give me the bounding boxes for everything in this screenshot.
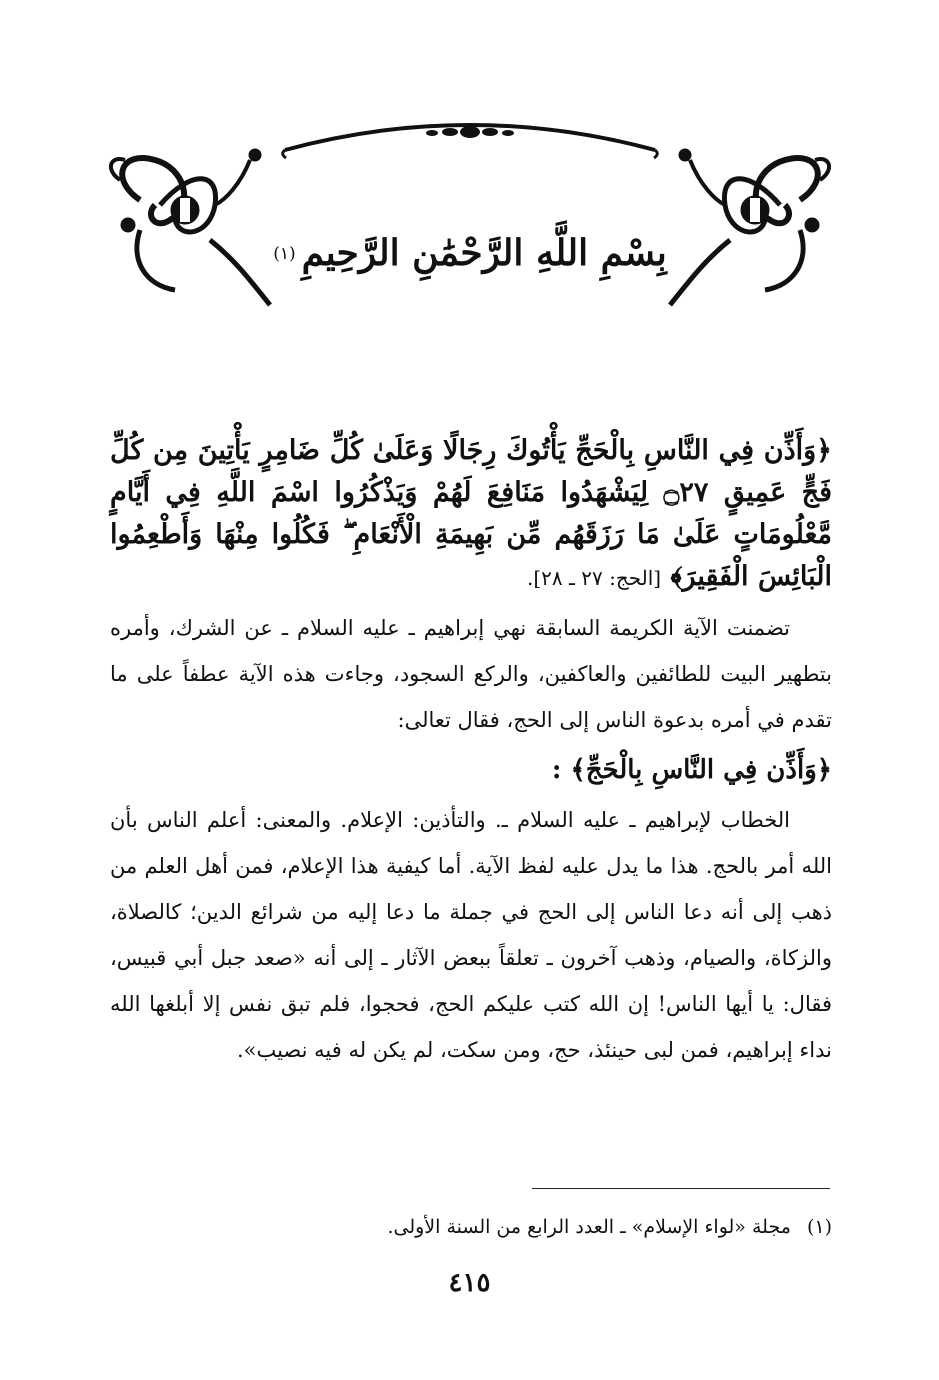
footnote-text: مجلة «لواء الإسلام» ـ العدد الرابع من السنة الأولى.	[387, 1216, 791, 1238]
verse-subheading	[110, 745, 832, 795]
page-number: ٤١٥	[448, 1268, 491, 1298]
quran-verse	[110, 430, 832, 599]
verse-subheading-text: ﴿وَأَذِّن فِي النَّاسِ بِالْحَجِّ﴾	[570, 755, 832, 785]
verse-text: ﴿وَأَذِّن فِي النَّاسِ بِالْحَجِّ يَأْتُوكَ رِجَالًا وَعَلَىٰ كُلِّ ضَامِرٍ يَأْتِينَ مِن كُلِّ فَجٍّ عَمِيقٍ ۝٢٧ لِيَشْهَدُوا مَنَافِعَ لَهُمْ وَيَذْكُرُوا اسْمَ اللَّهِ فِي أَيَّامٍ مَّعْلُومَاتٍ عَلَىٰ مَا رَزَقَهُم مِّن بَهِيمَةِ الْأَنْعَامِ ۖ فَكُلُوا مِنْهَا وَأَطْعِمُوا الْبَائِسَ الْفَقِيرَ﴾	[110, 435, 832, 592]
footnote-number: (١)	[806, 1216, 832, 1238]
verse-subheading-colon: :	[551, 755, 562, 785]
basmala-heading	[250, 232, 690, 312]
basmala-footnote-ref: (١)	[273, 243, 296, 264]
paragraph-explanation: الخطاب لإبراهيم ـ عليه السلام ـ. والتأذين: الإعلام. والمعنى: أعلم الناس بأن الله أمر بالحج. هذا ما يدل عليه لفظ الآية. أما كيفية هذا الإعلام، فمن أهل العلم من ذهب إلى أنه دعا الناس إلى الحج في جملة ما دعا إليه من شرائع الدين؛ كالصلاة، والزكاة، والصيام، وذهب آخرون ـ تعلقاً ببعض الآثار ـ إلى أنه «صعد جبل أبي قبيس، فقال: يا أيها الناس! إن الله كتب عليكم الحج، فحجوا، فلم تبق نفس إلا أبلغها الله نداء إبراهيم، فمن لبى حينئذ، حج، ومن سكت، لم يكن له فيه نصيب».	[110, 808, 832, 1062]
verse-citation: [الحج: ٢٧ ـ ٢٨].	[527, 566, 662, 590]
basmala-text: بِسْمِ اللَّهِ الرَّحْمَٰنِ الرَّحِيمِ	[301, 232, 667, 274]
footnote-divider	[532, 1188, 830, 1189]
footnote	[110, 1212, 832, 1242]
paragraph-intro: تضمنت الآية الكريمة السابقة نهي إبراهيم ـ عليه السلام ـ عن الشرك، وأمره بتطهير البيت للطائفين والعاكفين، والركع السجود، وجاءت هذه الآية عطفاً على ما تقدم في أمره بدعوة الناس إلى الحج، فقال تعالى:	[110, 616, 832, 732]
main-content	[110, 430, 832, 1073]
